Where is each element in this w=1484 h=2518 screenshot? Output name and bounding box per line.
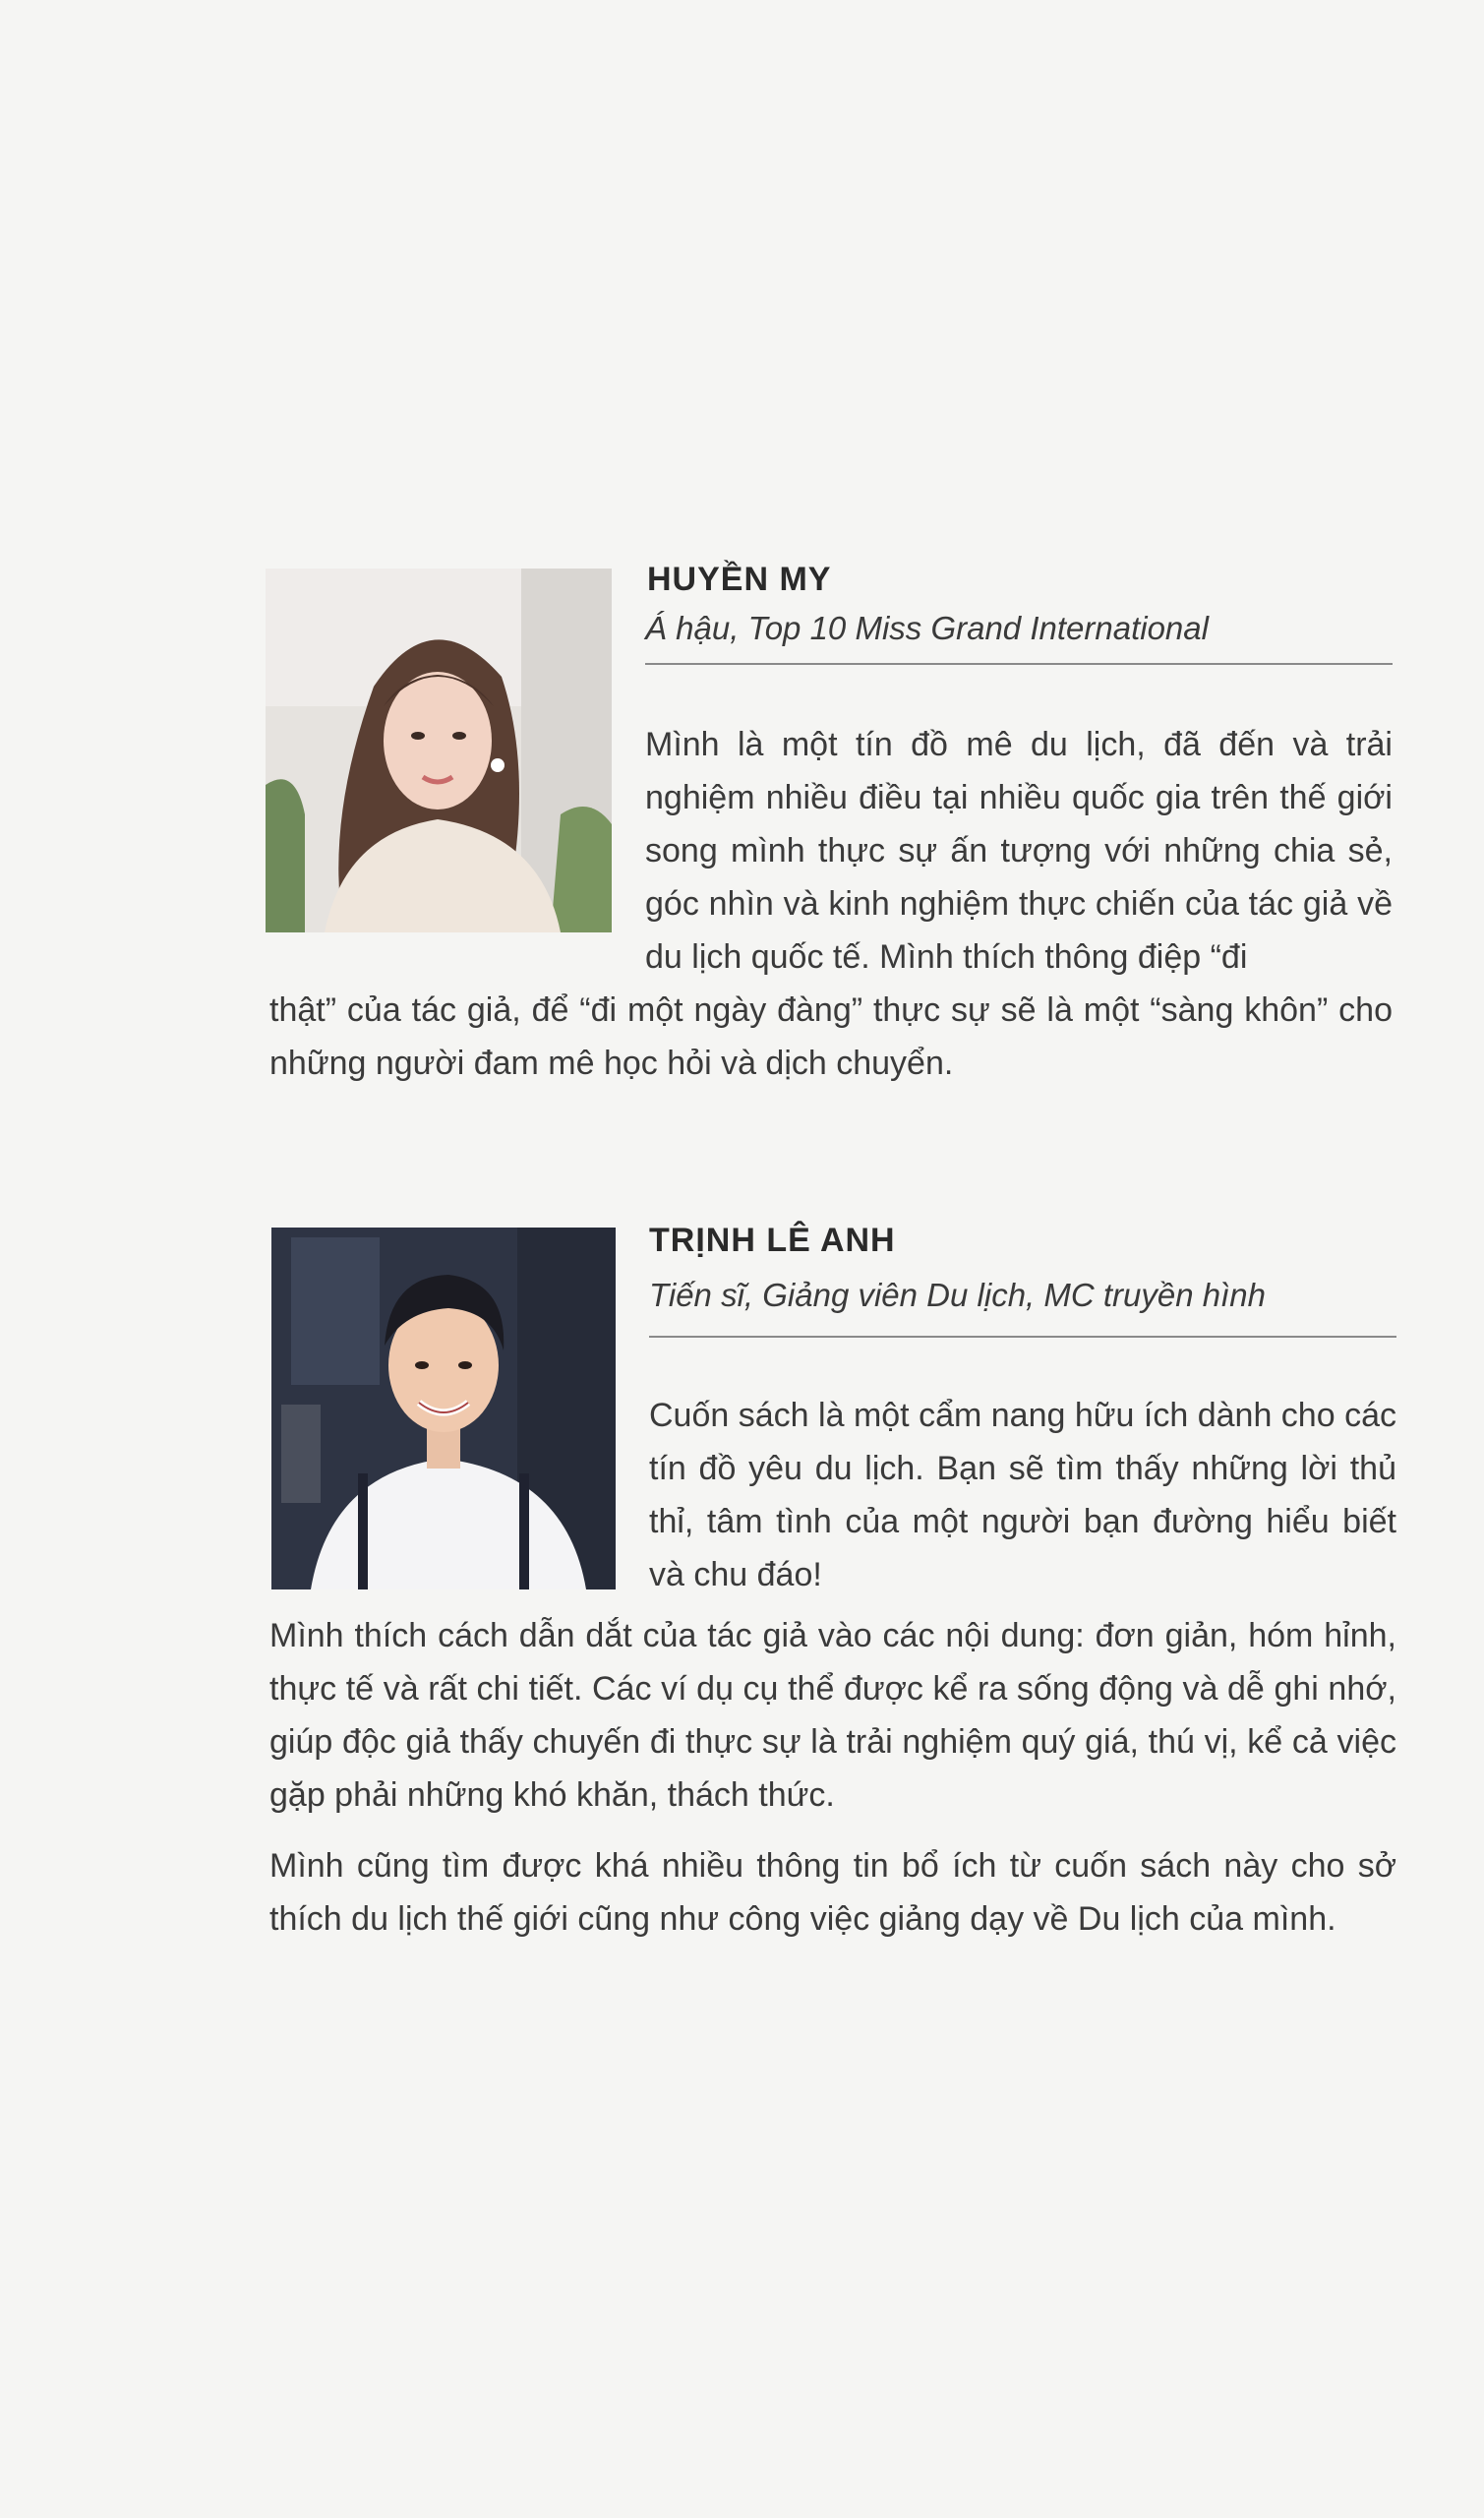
testimonial-paragraph: Mình là một tín đồ mê du lịch, đã đến và trải nghiệm nhiều điều tại nhiều quốc gia trên thế giới song mình thực sự ấn tượng với những chia sẻ, góc nhìn và kinh nghiệm thực chiến của tác giả về du lịch quốc tế. Mình thích thông điệp “đi: [645, 726, 1393, 976]
testimonial-paragraph-continued: Mình thích cách dẫn dắt của tác giả vào các nội dung: đơn giản, hóm hỉnh, thực tế và rất chi tiết. Các ví dụ cụ thể được kể ra sống động và dễ ghi nhớ, giúp độc giả thấy chuyến đi thực sự là trải nghiệm quý giá, thú vị, kể cả việc gặp phải những khó khăn, thách thức.: [269, 1617, 1396, 1814]
portrait-photo-huyen-my: [266, 569, 612, 932]
testimonial-paragraph-extra: Mình cũng tìm được khá nhiều thông tin bổ ích từ cuốn sách này cho sở thích du lịch thế giới cũng như công việc giảng dạy về Du lịch của mình.: [269, 1847, 1396, 1938]
divider-line: [645, 663, 1393, 665]
testimonial-paragraph-continued: thật” của tác giả, để “đi một ngày đàng” thực sự sẽ là một “sàng khôn” cho những người đam mê học hỏi và dịch chuyển.: [269, 991, 1393, 1082]
portrait-photo-trinh-le-anh: [271, 1228, 616, 1589]
profile-name: HUYỀN MY: [647, 561, 832, 598]
profile-role: Tiến sĩ, Giảng viên Du lịch, MC truyền hình: [649, 1277, 1266, 1313]
profile-role: Á hậu, Top 10 Miss Grand International: [645, 610, 1209, 646]
divider-line: [649, 1336, 1396, 1338]
testimonial-paragraph: Cuốn sách là một cẩm nang hữu ích dành cho các tín đồ yêu du lịch. Bạn sẽ tìm thấy những lời thủ thỉ, tâm tình của một người bạn đường hiểu biết và chu đáo!: [649, 1397, 1396, 1593]
profile-name: TRỊNH LÊ ANH: [649, 1222, 896, 1259]
